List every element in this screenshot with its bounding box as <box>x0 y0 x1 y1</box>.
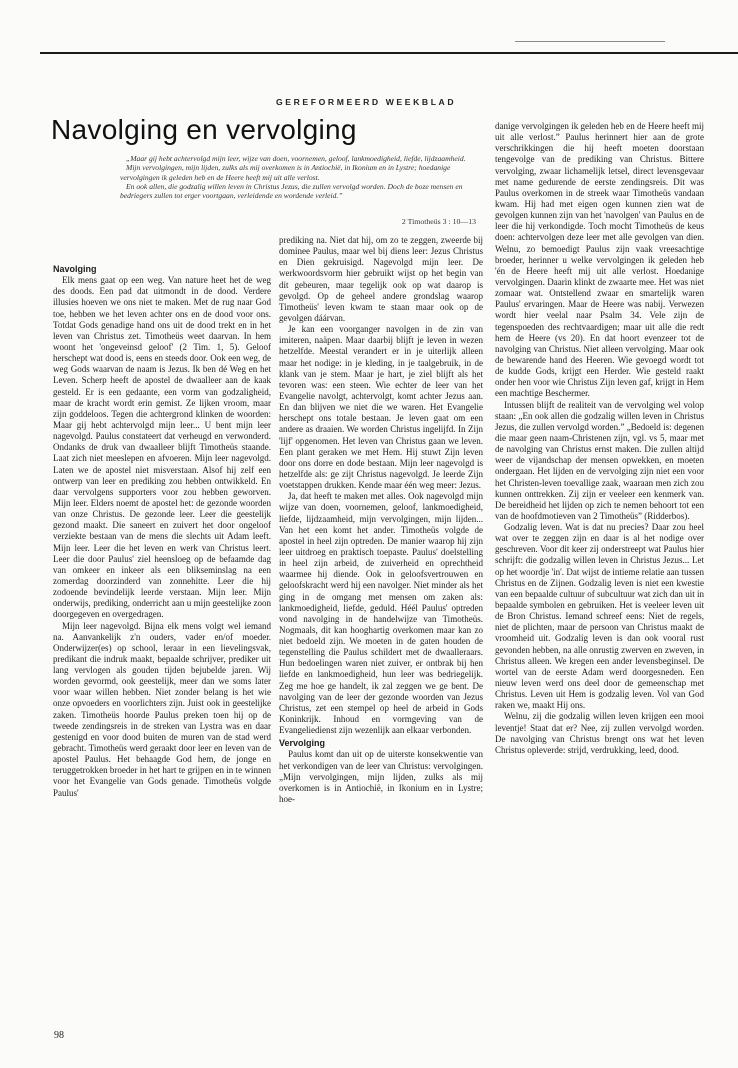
text-column-3 <box>495 121 704 756</box>
masthead: GEREFORMEERD WEEKBLAD <box>276 97 457 107</box>
paragraph: Je kan een voorganger navolgen in de zin van imiteren, naäpen. Maar daarbij blijft je leven in wezen hetzelfde. Meestal verandert er in je uiterlijk alleen maar het nodige: in je kleding, in je taalgebruik, in de klank van je stem. Maar je hart, je ziel blijft als het tevoren was: een steen. Wie echter de leer van het Evangelie navolgt, achtervolgt, komt achter Jezus aan. En dan blijven we niet die we waren. Het Evangelie herschept ons totale bestaan. Je leven gaat om een andere as draaien. We worden Christus ingelijfd. In Zijn 'lijf' opgenomen. Het leven van Christus gaan we leven. Een plant geraken we met Hem. Hij stuwt Zijn leven door ons dorre en dode bestaan. Mijn leer nagevolgd is hetzelfde als: ge zijt Christus nagevolgd. Je leerde Zijn voetstappen drukken. Kende maar één weg meer: Jezus. <box>279 324 483 491</box>
paragraph: Elk mens gaat op een weg. Van nature heet het de weg des doods. Een pad dat uitmondt in de dood. Verdere illusies hoeven we ons niet te maken. Met de rug naar God toe, hebben we het leven achter ons en de dood voor ons. Totdat Gods genadige hand ons uit de dood trekt en in het leven van Christus zet. Timotheüs weet daarvan. In hem woont het 'ongeveinsd geloof' (2 Tim. 1, 5). Geloof herschept wat dood is, eens en steeds door. Ook een weg, de weg Gods waarvan de naam is Jezus. Ik ben dé Weg en het Leven. Scherp heeft de apostel de dwaalleer aan de kaak gesteld. Er is een gedaante, een vorm van godzaligheid, maar de kracht wordt erin gemist. Ze lijken vroom, maar zijn goddeloos. Tegen die achtergrond klinken de woorden: Maar gij hebt achtervolgd mijn leer... U bent mijn leer nagevolgd. Paulus constateert dat verheugd en verwonderd. Ondanks de druk van dwaalleer blijft Timotheüs staande. Laat zich niet meeslepen en afvoeren. Mijn leer nagevolgd. Laten we de apostel niet misverstaan. Alsof hij zelf een ontwerp van leer en prediking zou hebben ontwikkeld. En daar vervolgens supporters voor zou hebben geworven. Mijn leer. Elders noemt de apostel het: de gezonde woorden van onze Christus. De gezonde leer. Leer die geestelijk gezond maakt. Die saneert en zuivert het door ongeloof verziekte bestaan van de mens die slechts uit Adam leeft. Mijn leer. Leer die het leven en werk van Christus leert. Leer die door Paulus' ziel heensloeg op de befaamde dag van omkeer en inkeer als een blikseminslag na een zomerdag doorzinderd van zonnehitte. Leer die hij zodoende bevindelijk leerde verstaan. Mijn leer. Mijn onderwijs, prediking, onderricht aan u mijn geestelijke zoon doorgegeven en overgedragen. <box>53 275 271 620</box>
article-title: Navolging en vervolging <box>51 114 357 145</box>
paragraph: Mijn leer nagevolgd. Bijna elk mens volgt wel iemand na. Aanvankelijk z'n ouders, vader en/of moeder. Onderwijzer(es) op school, leraar in een lievelingsvak, predikant die indruk maakt, bepaalde schrijver, prediker uit lang vervlogen als gouden tijden bejubelde jaren. Wij worden gevormd, ook geestelijk, meer dan we soms later voor waar willen hebben. Niet zonder belang is het wie onze opvoeders en voorlichters zijn. Juist ook in geestelijke zaken. Timotheüs hoorde Paulus preken toen hij op de tweede zendingsreis in de streken van Lystra was en daar gestenigd en voor dood buiten de muren van de stad werd gebracht. Timotheüs werd geraakt door leer en leven van de apostel Paulus. Het behaagde God hem, de jonge en teruggetrokken broeder in het hart te grijpen en in te winnen voor het Evangelie van Gods genade. Timotheüs volgde Paulus' <box>53 620 271 798</box>
section-heading-navolging: Navolging <box>53 264 97 274</box>
epigraph-line: Mijn vervolgingen, mijn lijden, zulks als mij overkomen is in Antiochië, in Ikonium en in Lystre; hoedanige vervolgingen ik geleden heb en de Heere heeft mij uit alle verlost. <box>120 163 451 182</box>
section-heading-vervolging: Vervolging <box>279 738 326 749</box>
text-column-2 <box>279 235 483 805</box>
epigraph-line: „Maar gij hebt achtervolgd mijn leer, wijze van doen, voornemen, geloof, lankmoedigheid, liefde, lijdzaamheid. <box>126 154 466 163</box>
text-column-1 <box>53 264 271 799</box>
paragraph: prediking na. Niet dat hij, om zo te zeggen, zweerde bij dominee Paulus, maar wel bij diens leer: Jezus Christus en Dien gekruisigd. Nagevolgd mijn leer. De werkwoordsvorm hier gebruikt wijst op het begin van dit gebeuren, maar tegelijk ook op wat daarop is gevolgd. Op de geheel andere grondslag waarop Timotheüs' leven kwam te staan maar ook op de gevolgen dáárvan. <box>279 235 483 323</box>
page-top-rule <box>40 52 738 54</box>
paragraph: Paulus komt dan uit op de uiterste konsekwentie van het verkondigen van de leer van Christus: vervolgingen. „Mijn vervolgingen, mijn lijden, zulks als mij overkomen is in Antiochië, in Ikonium en in Lystre; hoe- <box>279 749 483 805</box>
top-decorative-rule <box>515 41 665 42</box>
paragraph: Ja, dat heeft te maken met alles. Ook nagevolgd mijn wijze van doen, voornemen, geloof, lankmoedigheid, liefde, lijdzaamheid, mijn vervolgingen, mijn lijden... Van het een komt het ander. Timotheüs volgde de apostel in heel zijn optreden. De manier waarop hij zijn leer uitdroeg en praktisch toepaste. Paulus' doelstelling in heel zijn arbeid, de zuiverheid en oprechtheid waarmee hij diende. Ook in geloofsvertrouwen en geloofskracht werd hij een navolger. Niet minder als het ging in de omgang met mensen om zaken als: lankmoedigheid, liefde, geduld. Héél Paulus' optreden vond navolging in de handelwijze van Timotheüs. Nogmaals, dit kan hooghartig overkomen maar kan zo niet bedoeld zijn. We moeten in de gaten houden de tegenstelling die Paulus schildert met de dwaalleraars. Hun bedoelingen waren niet zuiver, er ontbrak bij hen liefde en lankmoedigheid, hun leer was bedriegelijk. Zeg me hoe ge handelt, ik zal zeggen we ge bent. De navolging van de leer der gezonde woorden van Jezus Christus, zet een stempel op heel de arbeid in Gods Koninkrijk. Inhoud en vormgeving van de Evangeliedienst zijn wezenlijk aan elkaar verbonden. <box>279 491 483 736</box>
scripture-reference: 2 Timotheüs 3 : 10—13 <box>401 217 476 226</box>
paragraph: danige vervolgingen ik geleden heb en de Heere heeft mij uit alle verlost.” Paulus herinnert hier aan de grote verschrikkingen die hij heeft moeten doorstaan tengevolge van de prediking van Christus. Bittere vervolging, zwaar lichamelijk letsel, direct levensgevaar met name gedurende de eerste zendingsreis. Dit was Paulus overkomen in de streek waar Timotheüs vandaan kwam. Hij had met eigen ogen kunnen zien wat de gevolgen kunnen zijn van het 'navolgen' van Paulus en de leer die hij verkondigde. Toch mocht Timotheüs de keus doen: achtervolgen deze leer met alle gevolgen van dien. Welnu, zo bemoedigt Paulus zijn vaak vreesachtige broeder, herinner u welke vervolgingen ik geleden heb 'én de Heere heeft mij uit alle verlost. Hoedanige vervolgingen. Daarin klinkt de zwaarte mee. Het was niet zomaar wat. Ontstellend zwaar en smartelijk waren Paulus' ervaringen. Maar de Heere was nabij. Verwezen wordt hier veelal naar Psalm 34. Vele zijn de tegenspoeden des rechtvaardigen; maar uit alle die redt hem de Heere (vs 20). En dat hoort evenzeer tot de navolging van Christus. Niet alleen vervolging. Maar ook de bewarende hand des Heeren. Wie gevoegd wordt tot de kudde Gods, krijgt een Herder. Wie gesteld raakt onder hen voor wie Christus Zijn leven gaf, krijgt in Hem een machtige Beschermer. <box>495 121 704 399</box>
epigraph <box>120 154 480 200</box>
paragraph: Intussen blijft de realiteit van de vervolging wel volop staan: „En ook allen die godzalig willen leven in Christus Jezus, die zullen vervolgd worden.” „Bedoeld is: degenen die maar geen naam-Christenen zijn, vgl. vs 5, maar met de navolging van Christus ernst maken. Die zullen altijd weer de vijandschap der mensen opwekken, en moeten ondergaan. Het lijden en de vervolging zijn niet een voor het Christen-leven toevallige zaak, waaraan men zich zou kunnen onttrekken. Zij zijn er veeleer een kenmerk van. De bereidheid het lijden op zich te nemen behoort tot een van de hoofdmotieven van 2 Timotheüs” (Ridderbos). <box>495 399 704 521</box>
paragraph: Godzalig leven. Wat is dat nu precies? Daar zou heel wat over te zeggen zijn en daar is al het nodige over geschreven. Voor dit keer zij onderstreept wat Paulus hier schrijft: die godzalig willen leven in Christus Jezus... Let op het woordje 'in'. Dat wijst de intieme relatie aan tussen Christus en de Zijnen. Godzalig leven is niet een kwestie van een bepaalde cultuur of subcultuur wat zich dan uit in bepaalde symbolen en gebruiken. Het is veeleer leven uit de Bron Christus. Iemand schreef eens: Niet de regels, niet de plichten, maar de persoon van Christus maakt de vroomheid uit. Godzalig leven is dan ook vooral rust gevonden hebben, na alle onrustig zwerven en zweven, in Christus alleen. We kregen een ander levensbeginsel. De wortel van de eerste Adam werd doorgesneden. Een nieuw leven werd ons deel door de gemeenschap met Christus. Leven uit Hem is godzalig leven. Vol van God raken we, maakt Hij ons. <box>495 522 704 711</box>
paragraph: Welnu, zij die godzalig willen leven krijgen een mooi leventje! Staat dat er? Nee, zij zullen vervolgd worden. De navolging van Christus brengt ons wat het leven Christus opleverde: strijd, verdrukking, leed, dood. <box>495 711 704 755</box>
page-number: 98 <box>54 1030 64 1041</box>
epigraph-line: En ook allen, die godzalig willen leven in Christus Jezus, die zullen vervolgd worden. Doch de boze mensen en bedriegers zullen tot erger voortgaan, verleidende en wordende verleid.” <box>120 181 463 201</box>
